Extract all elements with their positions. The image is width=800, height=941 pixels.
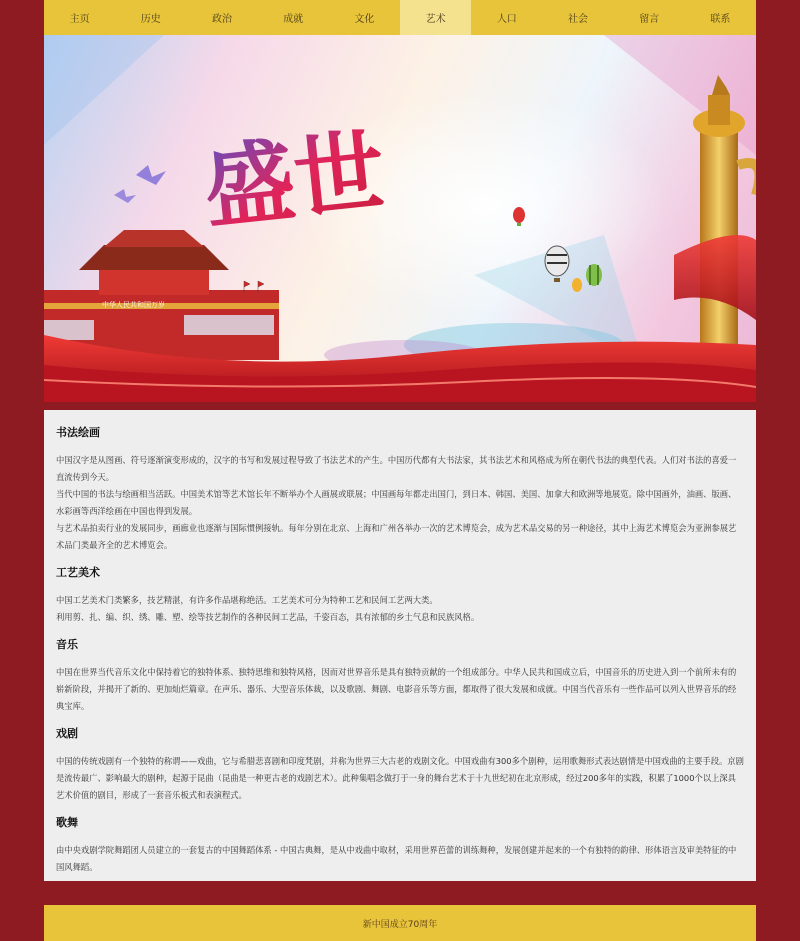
paragraph: 当代中国的书法与绘画相当活跃。中国美术馆等艺术馆长年不断举办个人画展或联展；中国画每年都走出国门，到日本、韩国、美国、加拿大和欧洲等地展览。除中国画外，油画、版画、水彩画等西洋绘画在中国也得到发展。 <box>56 489 737 516</box>
section-body <box>56 452 744 554</box>
hot-air-balloon-icon <box>513 207 525 226</box>
nav-item-art[interactable]: 艺术 <box>400 0 471 35</box>
tiananmen-gate-illustration <box>44 230 279 360</box>
nav-item-message[interactable]: 留言 <box>639 14 660 25</box>
nav-item-politics[interactable]: 政治 <box>212 14 232 25</box>
hot-air-balloon-icon <box>572 278 582 292</box>
section-calligraphy-painting <box>56 420 744 554</box>
paragraph: 与艺术品拍卖行业的发展同步，画廊业也逐渐与国际惯例接轨。每年分别在北京、上海和广州各举办一次的艺术博览会，成为艺术品交易的另一种途径，其中上海艺术博览会为亚洲参展艺术品门类最齐全的艺术博览会。 <box>56 523 737 550</box>
nav-item-contact[interactable]: 联系 <box>710 14 731 25</box>
section-crafts <box>56 560 744 626</box>
nav-item-population[interactable]: 人口 <box>496 14 517 25</box>
hot-air-balloon-icon <box>586 264 602 286</box>
nav-item-society[interactable]: 社会 <box>568 14 589 25</box>
paragraph: 中国工艺美术门类繁多，技艺精湛，有许多作品堪称绝活。工艺美术可分为特种工艺和民间工艺两大类。 <box>56 595 438 605</box>
dove-icon <box>136 165 166 185</box>
paragraph: 中国在世界当代音乐文化中保持着它的独特体系、独特思维和独特风格，因而对世界音乐是具有独特贡献的一个组成部分。中华人民共和国成立后，中国音乐的历史进入到一个前所未有的崭新阶段，并揭开了新的、更加灿烂篇章。在声乐、器乐、大型音乐体裁，以及歌剧、舞剧、电影音乐等方面，都取得了很大发展和成就。中国当代音乐有一些作品可以列入世界音乐的经典宝库。 <box>56 667 737 711</box>
paragraph: 由中央戏剧学院舞蹈团人员建立的一套复古的中国舞蹈体系 - 中国古典舞，是从中戏曲中取材，采用世界芭蕾的训练舞种，发展创建并起来的一个有独特的韵律、形体语言及审美特征的中国风舞蹈。 <box>56 845 737 872</box>
section-dance <box>56 810 744 876</box>
nav-item-history[interactable]: 历史 <box>140 14 161 25</box>
section-body <box>56 592 744 626</box>
section-body <box>56 753 744 804</box>
main-content <box>44 410 756 881</box>
banner-illustration <box>44 35 756 402</box>
footer <box>44 905 756 941</box>
section-music <box>56 632 744 715</box>
nav-item-culture[interactable]: 文化 <box>354 14 375 25</box>
banner-headline: 盛世 <box>199 118 390 243</box>
nav-item-home[interactable]: 主页 <box>69 14 90 25</box>
paragraph: 利用剪、扎、编、织、绣、雕、塑、绘等技艺制作的各种民间工艺品，千姿百态，具有浓郁的乡土气息和民族风格。 <box>56 612 480 622</box>
section-title: 书法绘画 <box>56 426 100 439</box>
section-body <box>56 664 744 715</box>
section-title: 歌舞 <box>56 816 78 829</box>
section-title: 工艺美术 <box>56 566 100 579</box>
paragraph: 中国汉字是从图画、符号逐渐演变形成的，汉字的书写和发展过程导致了书法艺术的产生。中国历代都有大书法家，其书法艺术和风格成为所在朝代书法的典型代表。人们对书法的喜爱一直流传到今天。 <box>56 455 737 482</box>
gate-sign: 中华人民共和国万岁 <box>102 301 165 309</box>
section-title: 音乐 <box>56 638 78 651</box>
section-drama <box>56 721 744 804</box>
footer-text: 新中国成立70周年 <box>362 919 438 930</box>
page-wrapper <box>44 0 756 930</box>
section-body <box>56 842 744 876</box>
top-nav <box>44 0 756 35</box>
dove-icon <box>114 189 136 203</box>
nav-item-achievements[interactable]: 成就 <box>283 14 304 25</box>
paragraph: 中国的传统戏剧有一个独特的称谓——戏曲，它与希腊悲喜剧和印度梵剧，并称为世界三大古老的戏剧文化。中国戏曲有300多个剧种，运用歌舞形式表达剧情是中国戏曲的主要手段。京剧是流传最广、影响最大的剧种，起源于昆曲（昆曲是一种更古老的戏剧艺术）。此种集唱念做打于一身的舞台艺术于十九世纪初在北京形成，经过200多年的实践，积累了1000个以上深具艺术价值的剧目，形成了一套音乐板式和表演程式。 <box>56 756 744 800</box>
section-title: 戏剧 <box>56 727 78 740</box>
hero-banner <box>44 35 756 402</box>
